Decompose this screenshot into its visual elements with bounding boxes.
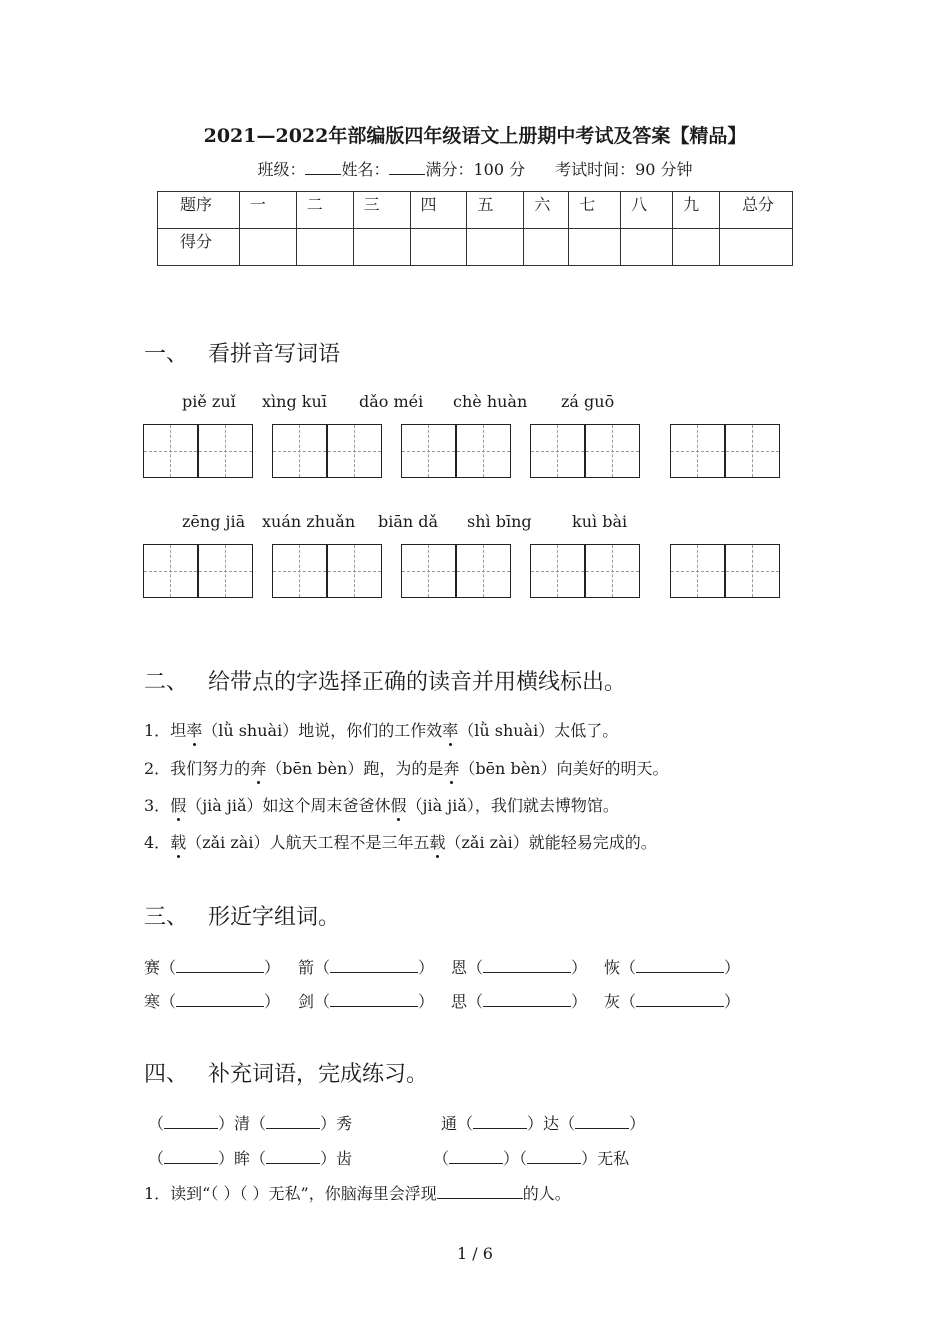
exam-info bbox=[0, 157, 950, 180]
pinyin-label: shì bīng bbox=[467, 512, 532, 531]
question-item bbox=[144, 830, 657, 853]
question-text: 4． bbox=[144, 833, 171, 852]
score-cell-header: 七 bbox=[569, 192, 621, 229]
section-number: 二、 bbox=[144, 670, 189, 695]
question-text: 1．坦 bbox=[144, 721, 187, 740]
word-blank[interactable]: 恢（ ） bbox=[604, 958, 741, 977]
page-title: 2021—2022年部编版四年级语文上册期中考试及答案【精品】 bbox=[203, 125, 747, 147]
writing-grid[interactable] bbox=[530, 544, 640, 598]
pinyin-label: xìng kuī bbox=[262, 392, 327, 411]
pinyin-label: xuán zhuǎn bbox=[262, 512, 356, 531]
question-text: （bēn bèn）跑，为的是 bbox=[266, 759, 444, 778]
score-table bbox=[157, 191, 793, 266]
section-1-heading bbox=[144, 337, 340, 368]
question-text: （bēn bèn）向美好的明天。 bbox=[459, 759, 669, 778]
pinyin-label: dǎo méi bbox=[359, 392, 424, 411]
word-blank[interactable]: 寒（ ） bbox=[144, 992, 281, 1011]
question-text: （jià jiǎ）如这个周末爸爸休 bbox=[186, 796, 391, 815]
question-item[interactable]: 1．读到“（ ）（ ）无私”，你脑海里会浮现 的人。 bbox=[144, 1184, 571, 1203]
exam-time: 考试时间：90 分钟 bbox=[555, 160, 693, 179]
word-blank[interactable]: 思（ ） bbox=[451, 992, 588, 1011]
class-label: 班级： bbox=[257, 160, 306, 179]
dotted-char: 假 bbox=[170, 793, 186, 816]
section-title: 补充词语，完成练习。 bbox=[208, 1062, 429, 1087]
question-text: 2．我们努力的 bbox=[144, 759, 251, 778]
word-blank[interactable]: 赛（ ） bbox=[144, 958, 281, 977]
section-2-heading bbox=[144, 665, 626, 696]
name-label: 姓名： bbox=[341, 160, 390, 179]
score-cell-header: 一 bbox=[239, 192, 296, 229]
dotted-char: 率 bbox=[442, 718, 458, 741]
writing-grid[interactable] bbox=[272, 544, 382, 598]
idiom-blank[interactable]: （ ）（ ）无私 bbox=[433, 1149, 630, 1168]
word-blank[interactable]: 剑（ ） bbox=[298, 992, 435, 1011]
score-cell-header: 五 bbox=[467, 192, 524, 229]
question-item bbox=[144, 756, 668, 779]
idiom-blank[interactable]: （ ）眸（ ）齿 bbox=[148, 1149, 353, 1168]
question-item bbox=[144, 793, 619, 816]
dotted-char: 载 bbox=[170, 830, 186, 853]
question-text: （zǎi zài）就能轻易完成的。 bbox=[445, 833, 657, 852]
section-title: 给带点的字选择正确的读音并用横线标出。 bbox=[208, 670, 627, 695]
writing-grid[interactable] bbox=[272, 424, 382, 478]
writing-grid[interactable] bbox=[401, 424, 511, 478]
idiom-blank[interactable]: 通（ ）达（ ） bbox=[441, 1114, 646, 1133]
score-cell-empty[interactable] bbox=[410, 229, 467, 266]
section-3-heading bbox=[144, 900, 340, 931]
score-cell-label: 题序 bbox=[158, 192, 240, 229]
score-cell-header: 六 bbox=[524, 192, 569, 229]
score-table-header-row bbox=[158, 192, 793, 229]
section-number: 一、 bbox=[144, 342, 189, 367]
score-cell-empty[interactable] bbox=[296, 229, 353, 266]
word-blank[interactable]: 灰（ ） bbox=[604, 992, 741, 1011]
pinyin-label: kuì bài bbox=[572, 512, 628, 531]
pinyin-label: chè huàn bbox=[453, 392, 528, 411]
section-number: 四、 bbox=[144, 1062, 189, 1087]
score-cell-empty[interactable] bbox=[673, 229, 720, 266]
section-number: 三、 bbox=[144, 905, 189, 930]
score-cell-empty[interactable] bbox=[239, 229, 296, 266]
writing-grid[interactable] bbox=[143, 544, 253, 598]
score-cell-header: 八 bbox=[621, 192, 673, 229]
score-table-score-row bbox=[158, 229, 793, 266]
writing-grid[interactable] bbox=[670, 424, 780, 478]
score-cell-header: 四 bbox=[410, 192, 467, 229]
pinyin-label: biān dǎ bbox=[378, 512, 439, 531]
question-text: （lǜ shuài）地说，你们的工作效 bbox=[202, 721, 443, 740]
score-cell-empty[interactable] bbox=[621, 229, 673, 266]
section-4-heading bbox=[144, 1057, 428, 1088]
word-blank[interactable]: 箭（ ） bbox=[298, 958, 435, 977]
score-cell-empty[interactable] bbox=[353, 229, 410, 266]
question-item bbox=[144, 718, 618, 741]
word-blank[interactable]: 恩（ ） bbox=[451, 958, 588, 977]
question-text: （jià jiǎ），我们就去博物馆。 bbox=[406, 796, 619, 815]
writing-grid[interactable] bbox=[670, 544, 780, 598]
section-title: 形近字组词。 bbox=[208, 905, 341, 930]
class-blank bbox=[305, 160, 341, 175]
score-cell-label: 得分 bbox=[158, 229, 240, 266]
idiom-blank[interactable]: （ ）清（ ）秀 bbox=[148, 1114, 353, 1133]
full-score: 满分：100 分 bbox=[425, 160, 526, 179]
score-cell-header: 九 bbox=[673, 192, 720, 229]
question-text: （zǎi zài）人航天工程不是三年五 bbox=[186, 833, 430, 852]
score-cell-header: 总分 bbox=[719, 192, 792, 229]
writing-grid[interactable] bbox=[143, 424, 253, 478]
writing-grid[interactable] bbox=[401, 544, 511, 598]
writing-grid[interactable] bbox=[530, 424, 640, 478]
page-number: 1 / 6 bbox=[457, 1244, 493, 1263]
dotted-char: 载 bbox=[429, 830, 445, 853]
score-cell-empty[interactable] bbox=[524, 229, 569, 266]
dotted-char: 假 bbox=[391, 793, 407, 816]
pinyin-label: piě zuǐ bbox=[182, 392, 236, 411]
score-cell-empty[interactable] bbox=[569, 229, 621, 266]
pinyin-label: zá guō bbox=[561, 392, 615, 411]
section-title: 看拼音写词语 bbox=[208, 342, 341, 367]
dotted-char: 率 bbox=[186, 718, 202, 741]
question-text: （lǜ shuài）太低了。 bbox=[458, 721, 619, 740]
score-cell-empty[interactable] bbox=[467, 229, 524, 266]
score-cell-empty[interactable] bbox=[719, 229, 792, 266]
name-blank bbox=[389, 160, 425, 175]
question-text: 3． bbox=[144, 796, 171, 815]
score-cell-header: 三 bbox=[353, 192, 410, 229]
pinyin-label: zēng jiā bbox=[182, 512, 246, 531]
score-cell-header: 二 bbox=[296, 192, 353, 229]
dotted-char: 奔 bbox=[443, 756, 459, 779]
dotted-char: 奔 bbox=[250, 756, 266, 779]
